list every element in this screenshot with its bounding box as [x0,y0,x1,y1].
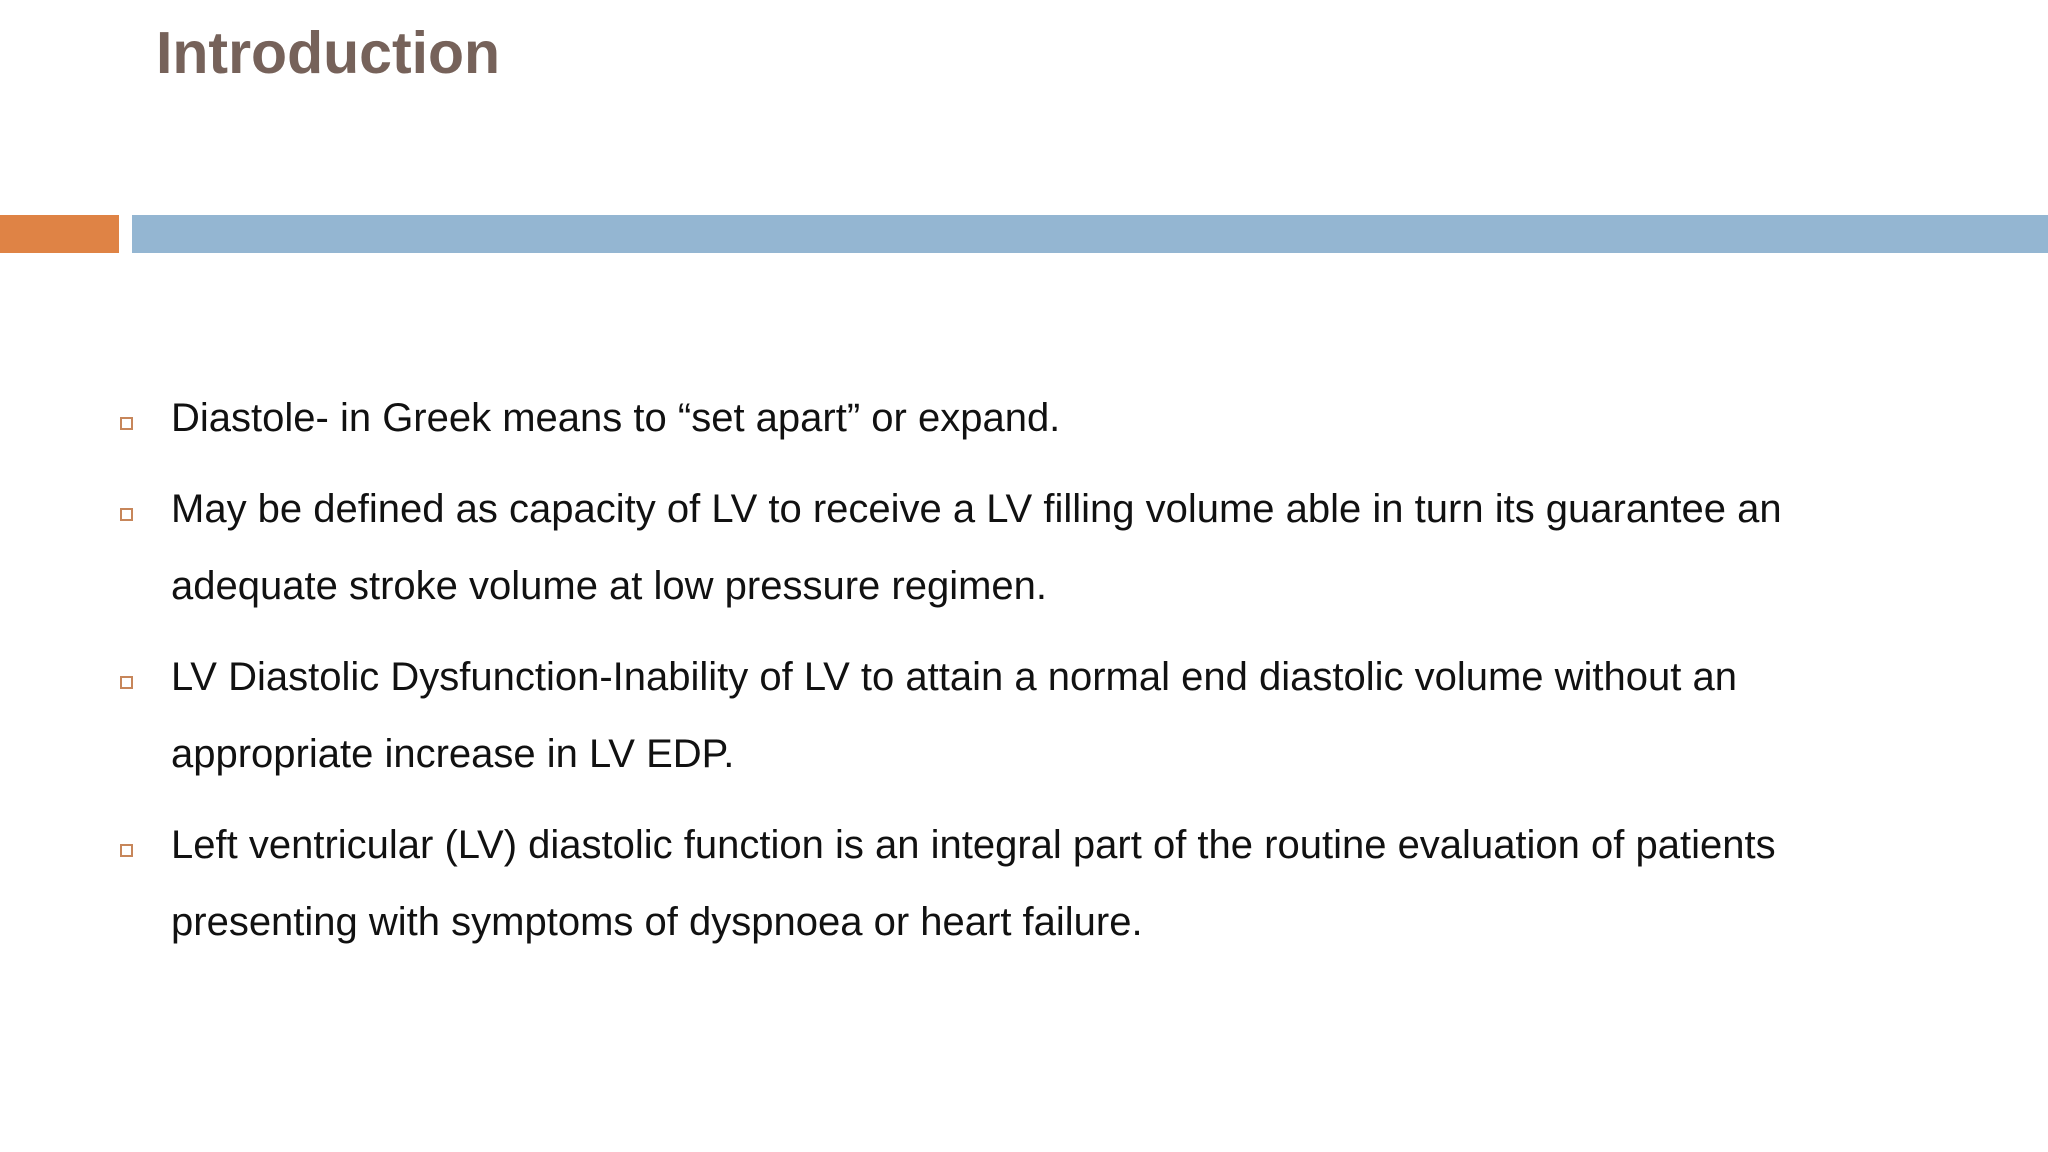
bullet-item [0,471,2048,625]
square-bullet-icon [120,508,133,521]
bullet-item [0,807,2048,961]
bullet-text: LV Diastolic Dysfunction-Inability of LV to attain a normal end diastolic volume without an appropriate increase in LV EDP. [171,655,1737,776]
bullet-item [0,639,2048,793]
square-bullet-icon [120,417,133,430]
slide-title: Introduction [156,20,501,86]
bullet-list [0,380,2048,975]
square-bullet-icon [120,676,133,689]
bullet-text: May be defined as capacity of LV to receive a LV filling volume able in turn its guarantee an adequate stroke volume at low pressure regimen. [171,487,1782,608]
bullet-item [0,380,2048,457]
square-bullet-icon [120,844,133,857]
bullet-text: Diastole- in Greek means to “set apart” or expand. [171,396,1061,440]
bullet-text: Left ventricular (LV) diastolic function is an integral part of the routine evaluation of patients presenting with symptoms of dyspnoea or heart failure. [171,823,1776,944]
accent-bar-blue [132,215,2048,253]
accent-bar-orange [0,215,119,253]
